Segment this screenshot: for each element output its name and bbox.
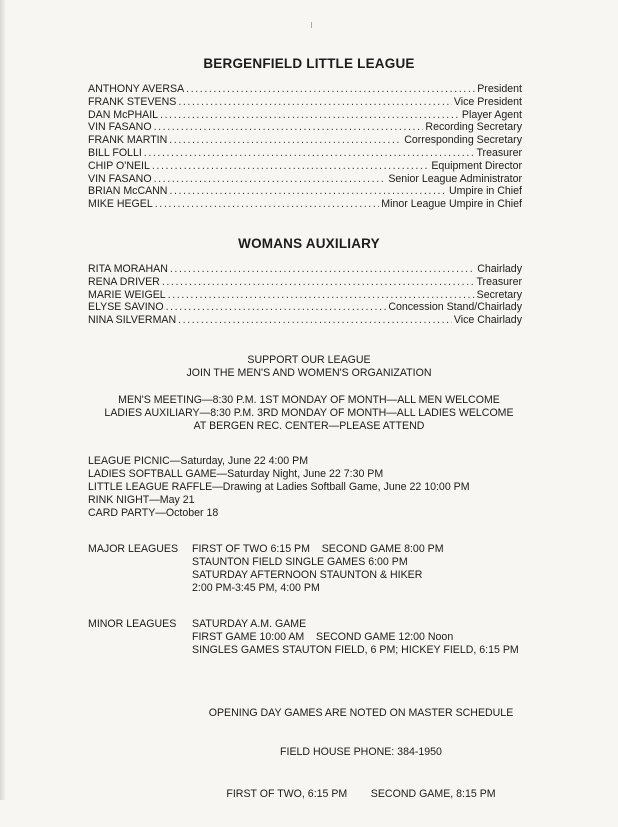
officer-row	[88, 198, 522, 211]
auxiliary-row	[88, 314, 522, 327]
event-item: LADIES SOFTBALL GAME—Saturday Night, June 22 7:30 PM	[88, 468, 384, 480]
auxiliary-row	[88, 276, 522, 289]
dot-leader	[178, 96, 452, 109]
officer-role: Treasurer	[476, 146, 522, 159]
schedule-line: SINGLES GAMES STAUTON FIELD, 6 PM; HICKEY FIELD, 6:15 PM	[192, 644, 519, 656]
member-name: RENA DRIVER	[88, 275, 160, 288]
closing-block	[0, 681, 618, 827]
officer-row	[88, 109, 522, 122]
member-name: RITA MORAHAN	[88, 263, 168, 275]
auxiliary-list	[88, 263, 522, 327]
officer-role: President	[477, 83, 522, 95]
dot-leader	[186, 83, 475, 96]
dot-leader	[154, 173, 387, 186]
officer-role: Umpire in Chief	[448, 185, 522, 198]
dot-leader	[169, 134, 402, 147]
officer-name: BILL FOLLI	[88, 146, 142, 159]
event-item: LEAGUE PICNIC—Saturday, June 22 4:00 PM	[88, 455, 309, 467]
schedule-line: FIRST GAME 10:00 AM SECOND GAME 12:00 Noon	[192, 631, 454, 643]
dot-leader	[154, 121, 424, 134]
dot-leader	[168, 289, 475, 302]
auxiliary-row	[88, 289, 522, 302]
dot-leader	[166, 301, 387, 314]
officer-list	[88, 83, 522, 211]
event-item: CARD PARTY—October 18	[88, 507, 219, 519]
member-role: Concession Stand/Chairlady	[388, 301, 522, 314]
meetings-block	[0, 394, 618, 433]
meeting-location: AT BERGEN REC. CENTER—PLEASE ATTEND	[193, 420, 425, 432]
officer-row	[88, 121, 522, 134]
officer-name: ANTHONY AVERSA	[88, 83, 185, 95]
officer-name: DAN McPHAIL	[88, 108, 159, 121]
member-role: Treasurer	[476, 275, 522, 288]
officer-row	[88, 185, 522, 198]
officer-name: FRANK STEVENS	[88, 95, 177, 108]
mens-meeting: MEN'S MEETING—8:30 P.M. 1ST MONDAY OF MONTH—ALL MEN WELCOME	[118, 394, 500, 406]
support-line: SUPPORT OUR LEAGUE	[247, 354, 371, 366]
officer-row	[88, 173, 522, 186]
auxiliary-row	[88, 301, 522, 314]
officer-name: MIKE HEGEL	[88, 198, 153, 211]
schedule-line: STAUNTON FIELD SINGLE GAMES 6:00 PM	[192, 556, 408, 568]
event-item: LITTLE LEAGUE RAFFLE—Drawing at Ladies Softball Game, June 22 10:00 PM	[88, 481, 470, 493]
dot-leader	[162, 276, 475, 289]
officer-name: CHIP O'NEIL	[88, 159, 150, 172]
ladies-meeting: LADIES AUXILIARY—8:30 P.M. 3RD MONDAY OF MONTH—ALL LADIES WELCOME	[104, 407, 514, 419]
auxiliary-title: WOMANS AUXILIARY	[238, 236, 380, 251]
minor-league-times	[192, 618, 519, 657]
officer-role: Minor League Umpire in Chief	[381, 198, 522, 211]
member-name: NINA SILVERMAN	[88, 314, 177, 327]
support-block	[0, 354, 618, 380]
event-item: RINK NIGHT—May 21	[88, 494, 195, 506]
member-name: ELYSE SAVINO	[88, 301, 164, 314]
officer-role: Corresponding Secretary	[404, 134, 522, 147]
league-title: BERGENFIELD LITTLE LEAGUE	[203, 56, 415, 71]
officer-role: Recording Secretary	[425, 121, 522, 134]
game-times: FIRST OF TWO, 6:15 PM SECOND GAME, 8:15 PM	[226, 788, 496, 800]
officer-role: Vice President	[453, 95, 522, 108]
schedule-line: 2:00 PM-3:45 PM, 4:00 PM	[192, 582, 320, 594]
schedule-line: SATURDAY AFTERNOON STAUNTON & HIKER	[192, 569, 423, 581]
officer-row	[88, 134, 522, 147]
officer-row	[88, 147, 522, 160]
schedule-line: SATURDAY A.M. GAME	[192, 618, 307, 630]
schedule-line: FIRST OF TWO 6:15 PM SECOND GAME 8:00 PM	[192, 543, 444, 555]
officer-row	[88, 160, 522, 173]
member-role: Secretary	[476, 288, 522, 301]
officer-name: FRANK MARTIN	[88, 134, 168, 147]
dot-leader	[144, 147, 475, 160]
officer-role: Equipment Director	[431, 159, 522, 172]
dot-leader	[170, 263, 475, 276]
dot-leader	[178, 314, 452, 327]
events-list	[88, 455, 470, 520]
member-name: MARIE WEIGEL	[88, 288, 166, 301]
dot-leader	[155, 198, 380, 211]
officer-name: VIN FASANO	[88, 121, 152, 134]
dot-leader	[152, 160, 429, 173]
officer-name: VIN FASANO	[88, 172, 152, 185]
member-role: Chairlady	[477, 263, 522, 275]
officer-role: Senior League Administrator	[388, 172, 522, 185]
officer-role: Player Agent	[461, 108, 522, 121]
officer-row	[88, 96, 522, 109]
support-line: JOIN THE MEN'S AND WOMEN'S ORGANIZATION	[186, 367, 432, 379]
dot-leader	[160, 109, 460, 122]
officer-row	[88, 83, 522, 96]
member-role: Vice Chairlady	[453, 314, 522, 327]
major-league-times	[192, 543, 444, 595]
field-house-phone: FIELD HOUSE PHONE: 384-1950	[280, 746, 442, 758]
auxiliary-row	[88, 263, 522, 276]
paper-mark	[311, 22, 312, 28]
opening-day-note: OPENING DAY GAMES ARE NOTED ON MASTER SCHEDULE	[208, 707, 514, 719]
officer-name: BRIAN McCANN	[88, 185, 168, 198]
major-league-label: MAJOR LEAGUES	[88, 543, 179, 555]
minor-league-label: MINOR LEAGUES	[88, 618, 177, 630]
dot-leader	[169, 185, 447, 198]
